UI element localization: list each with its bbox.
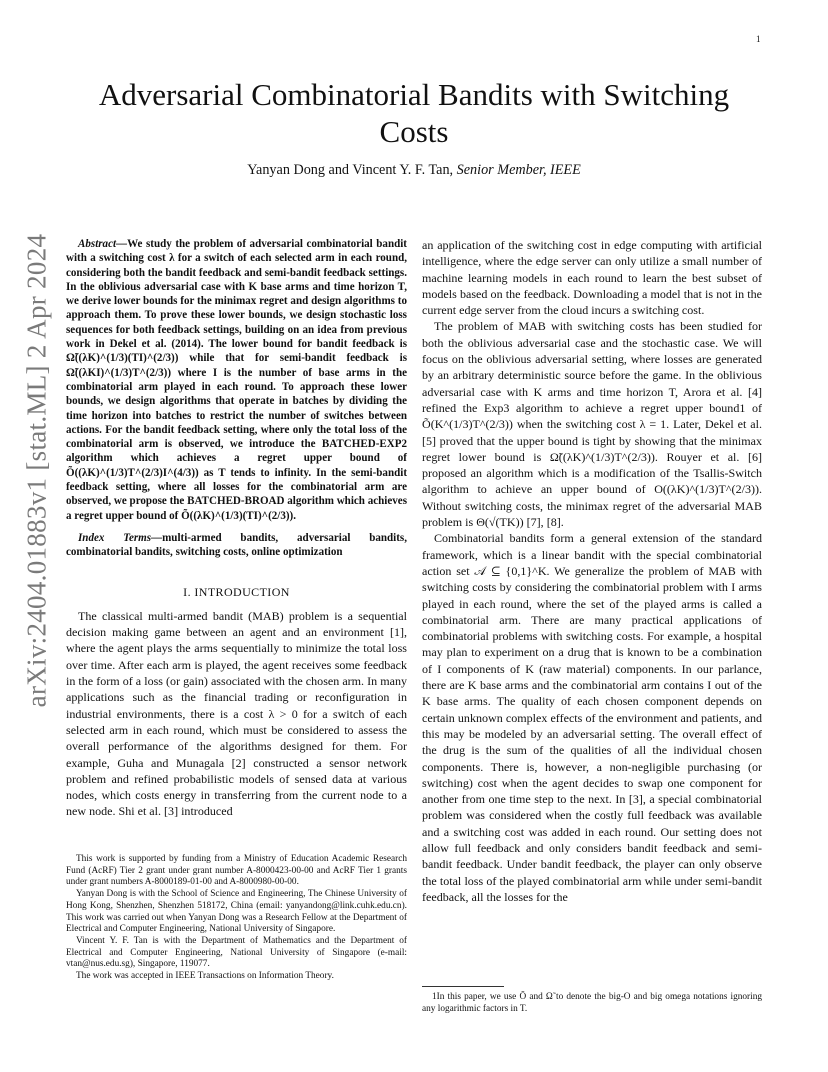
right-column <box>422 237 762 905</box>
dong-affiliation-note: Yanyan Dong is with the School of Science and Engineering, The Chinese University of Hong Kong, Shenzhen, Shenzhen 518172, China (email: yanyandong@link.cuhk.edu.cn). This work was carried out when Yanyan Dong was a Research Fellow at the Department of Electrical and Computer Engineering, National University of Singapore. <box>66 889 407 935</box>
author-membership: Senior Member, IEEE <box>456 162 581 178</box>
author-names: Yanyan Dong and Vincent Y. F. Tan, <box>247 162 454 178</box>
abstract-label: Abstract— <box>78 238 128 250</box>
affiliation-footnotes <box>66 854 407 983</box>
footnote-rule <box>422 986 504 987</box>
intro-paragraph-1-continued: an application of the switching cost in edge computing with artificial intelligence, where the edge server can only utilize a small number of machine learning models in each round to learn the best subset of models based on the feedback. Downloading a model that is not in the current edge server from the cloud incurs a switching cost. <box>422 238 762 318</box>
arxiv-stamp <box>21 233 52 707</box>
index-terms-label: Index Terms— <box>78 531 163 544</box>
title-block <box>66 76 762 179</box>
intro-paragraph-1: The classical multi-armed bandit (MAB) problem is a sequential decision making game between an agent and an environment [1], where the agent plays the arms sequentially to minimize the total loss over time. After each arm is played, the agent receives some feedback in the form of a loss (or gain) associated with the chosen arm. In many applications such as the financial trading or reconfiguration in industrial environments, there is a cost λ > 0 for a switch of each selected arm in each round, which must be considered to assess the overall performance of the algorithms designed for them. For example, Guha and Munagala [2] constructed a sensor network problem and refined probabilistic models of sensed data at various nodes, which costs energy in transferring from the current node to a new node. Shi et al. [3] introduced <box>66 608 407 819</box>
paper-title: Adversarial Combinatorial Bandits with Switching Costs <box>98 77 730 149</box>
funding-note: This work is supported by funding from a Ministry of Education Academic Research Fund (AcRF) Tier 2 grant under grant number A-8000423-00-00 and AcRF Tier 1 grants under grant numbers A-8000189-01-00 and A-8000980-00-00. <box>66 854 407 888</box>
notation-footnote-text: 1In this paper, we use Õ and Ω̃ to denote the big-O and big omega notations ignoring any logarithmic factors in T. <box>422 992 762 1014</box>
index-terms-text: multi-armed bandits, adversarial bandits, combinatorial bandits, switching costs, online optimization <box>66 531 407 559</box>
intro-paragraph-3: Combinatorial bandits form a general extension of the standard framework, which is a linear bandit with the special combinatorial action set 𝒜 ⊆ {0,1}^K. We generalize the problem of MAB with switching costs by considering the combinatorial problem with I arms played in each round, where the set of the played arms is called a combinatorial arm. There are many practical applications of combinatorial problems with switching costs. For example, a hospital may plan to experiment on a drug that is known to be a combination of I components of K (raw material) components. In our parlance, there are K base arms and the combinatorial arm contains I out of the K base arms. The quality of each chosen component depends on certain unknown complex effects of the environment and patients, and this may be modeled by an adversarial setting. The overall effect of the drug is the sum of the qualities of all the individual chosen components. There is, however, a non-negligible purchasing (or switching) cost when the agent decides to swap one component for another from one time step to the next. In [3], a special combinatorial problem was considered when the costly full feedback was available and a switching cost was added in each round. Our setting does not allow full feedback and only considers bandit feedback and semi-bandit feedback. Under bandit feedback, the player can only observe the total loss of the played combinatorial arm while under semi-bandit feedback, all the losses for the <box>422 531 762 904</box>
left-column <box>66 237 407 820</box>
page-number: 1 <box>756 34 761 44</box>
abstract-text: We study the problem of adversarial combinatorial bandit with a switching cost λ for a switch of each selected arm in each round, considering both the bandit feedback and semi-bandit feedback settings. In the oblivious adversarial case with K base arms and time horizon T, we derive lower bounds for the minimax regret and design algorithms to approach them. To prove these lower bounds, we design stochastic loss sequences for both feedback settings, building on an idea from previous work in Dekel et al. (2014). The lower bound for bandit feedback is Ω̃((λK)^(1/3)(TI)^(2/3)) while that for semi-bandit feedback is Ω̃((λKI)^(1/3)T^(2/3)) where I is the number of base arms in the combinatorial arm played in each round. To approach these lower bounds, we design algorithms that operate in batches by dividing the time horizon into batches to restrict the number of switches between actions. For the bandit feedback setting, where only the total loss of the combinatorial arm is observed, we introduce the BATCHED-EXP2 algorithm which achieves a regret upper bound of Õ((λK)^(1/3)T^(2/3)I^(4/3)) as T tends to infinity. In the semi-bandit feedback setting, where all losses for the combinatorial arm are observed, we propose the BATCHED-BROAD algorithm which achieves a regret upper bound of Õ((λK)^(1/3)(TI)^(2/3)). <box>66 238 407 522</box>
arxiv-identifier: arXiv:2404.01883v1 [stat.ML] 2 Apr 2024 <box>21 233 52 707</box>
tan-affiliation-note: Vincent Y. F. Tan is with the Department of Mathematics and the Department of Electrical and Computer Engineering, National University of Singapore (e-mail: vtan@nus.edu.sg), Singapore, 119077. <box>66 935 407 970</box>
acceptance-note: The work was accepted in IEEE Transactions on Information Theory. <box>76 971 334 982</box>
abstract <box>66 237 407 523</box>
index-terms <box>66 531 407 560</box>
section-heading-introduction: I. INTRODUCTION <box>183 584 290 599</box>
author-line <box>66 162 762 179</box>
intro-paragraph-2: The problem of MAB with switching costs has been studied for both the oblivious adversarial case and the stochastic case. We will focus on the oblivious adversarial setting, where losses are generated by an arbitrary deterministic source before the game. In the oblivious adversarial case with K arms and time horizon T, Arora et al. [4] refined the Exp3 algorithm to achieve a regret upper bound1 of Õ(K^(1/3)T^(2/3)) when the switching cost λ = 1. Later, Dekel et al. [5] proved that the upper bound is tight by showing that the minimax regret lower bound is Ω̃((λK)^(1/3)T^(2/3)). Rouyer et al. [6] proposed an algorithm which is a modification of the Tsallis-Switch algorithm to achieve an upper bound of O((λK)^(1/3)T^(2/3)). Without switching costs, the minimax regret of the adversarial MAB problem is Θ(√(TK)) [7], [8]. <box>422 319 762 530</box>
notation-footnote <box>422 986 762 1015</box>
